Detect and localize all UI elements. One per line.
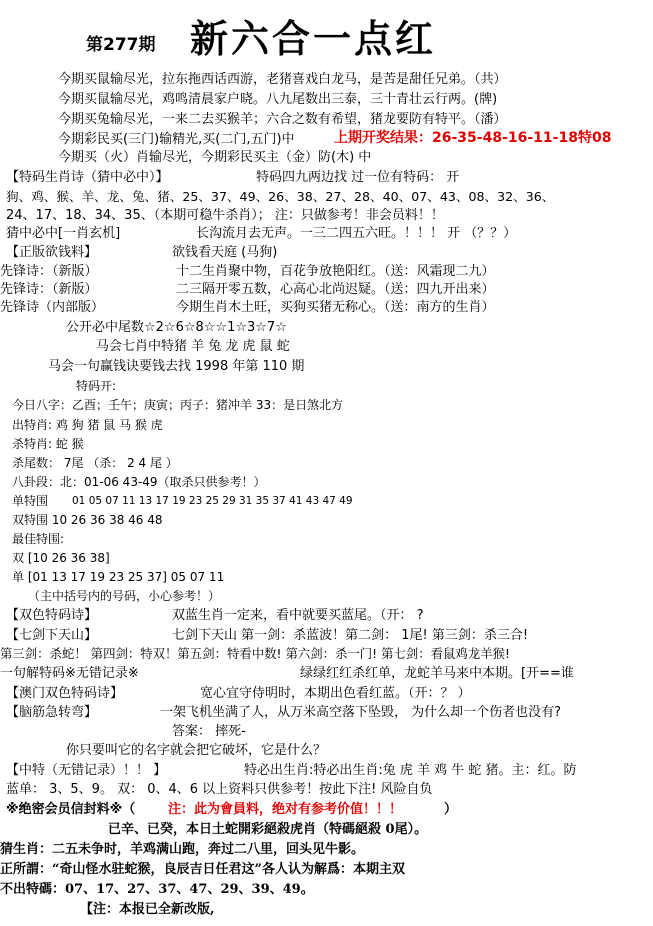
final-line-2: 猜生肖：二五未争时，羊鸡满山跑，奔过二八里，回头见牛影。 bbox=[0, 842, 365, 857]
pioneer-label-2: 先锋诗：（新版） bbox=[0, 282, 98, 297]
brain-answer: 答案： 摔死- bbox=[172, 724, 246, 739]
macau-text: 宽心宜守侍明时，本期出色看红蓝。（开：？ ） bbox=[200, 686, 471, 701]
horse-seven: 马会七肖中特猪 羊 兔 龙 虎 鼠 蛇 bbox=[96, 339, 290, 354]
zhongte-text: 特必出生肖:特必出生肖:兔 虎 羊 鸡 牛 蛇 猪。主：红。防 bbox=[244, 763, 577, 778]
pioneer-text-3: 今期生肖木土旺，买狗买猪无称心。（送：南方的生肖） bbox=[176, 300, 495, 315]
issue-number: 第277期 bbox=[86, 35, 156, 55]
color-poem-text: 双蓝生肖一定来，看中就要买蓝尾。（开： ? bbox=[172, 608, 424, 623]
pioneer-text-1: 十二生肖聚中物，百花争放艳阳红。（送：风霜现二九） bbox=[176, 264, 495, 279]
intro-line-5: 今期买（火）肖输尽光，今期彩民买主（金）防(木) 中 bbox=[58, 150, 372, 165]
seven-sword-line2: 第三剑：杀蛇！ 第四剑：特双！第五剑：特看中数! 第六剑：杀一门! 第七剑：看鼠鸡龙羊猴! bbox=[0, 646, 510, 661]
vip-end: ） bbox=[444, 802, 458, 817]
tema-double: 双特围 10 26 36 38 46 48 bbox=[12, 513, 163, 527]
vip-red-note: 注：此为會員料，绝对有参考价值！！！ bbox=[168, 802, 403, 817]
page-title: 新六合一点红 bbox=[190, 16, 437, 61]
seven-sword-label: 【七剑下天山】 bbox=[6, 628, 98, 643]
brain-label: 【脑筋急转弯】 bbox=[6, 705, 98, 720]
special-zodiac-line3: 24、17、18、34、35、（本期可稳牛杀肖）； 注：只做参考！非会员料！！ bbox=[6, 208, 444, 223]
horse-sentence: 马会一句赢钱诀要钱去找 1998 年第 110 期 bbox=[48, 359, 305, 374]
king-text: 欲钱看天庭 (马狗) bbox=[172, 245, 278, 260]
tema-dan: 单 [01 13 17 19 23 25 37] 05 07 11 bbox=[12, 570, 225, 584]
guess-text: 长沟流月去无声。一三二四五六旺。！！！ 开 （？？） bbox=[196, 226, 517, 241]
tema-bagua: 八卦段：北：01-06 43-49（取杀只供参考！） bbox=[12, 475, 266, 489]
pioneer-text-2: 二三隔开零五数，心高心北尚迟疑。（送：四九开出来） bbox=[176, 282, 495, 297]
tema-bazi: 今日八字：乙酉；壬午；庚寅；丙子：猪冲羊 33：是日煞北方 bbox=[12, 398, 344, 412]
final-line-4: 不出特碼：07、17、27、37、47、29、39、49。 bbox=[0, 882, 314, 897]
tema-best: 最佳特围: bbox=[12, 532, 65, 546]
tema-open: 特码开: bbox=[76, 379, 117, 393]
intro-line-4: 今期彩民买(三门)输精光,买(二门,五门)中 bbox=[58, 132, 295, 147]
color-poem-label: 【双色特码诗】 bbox=[6, 608, 98, 623]
brain-line2: 你只要叫它的名字就会把它破坏，它是什么？ bbox=[66, 743, 327, 758]
final-note: 【注：本报已全新改版, bbox=[80, 902, 215, 917]
pioneer-label-1: 先锋诗：（新版） bbox=[0, 264, 98, 279]
seven-sword-text: 七剑下天山 第一剑：杀蓝波！第二剑： 1尾! 第三剑：杀三合! bbox=[172, 628, 529, 643]
zhongte-label: 【中特（无错记录）！！ 】 bbox=[6, 763, 167, 778]
tema-tail: 杀尾数： 7尾 （杀： 2 4 尾 ） bbox=[12, 456, 178, 470]
final-line-1: 已辛、已癸，本日土蛇開彩絕殺虎肖（特碼絕殺 0尾）。 bbox=[108, 822, 428, 837]
macau-label: 【澳门双色特码诗】 bbox=[6, 686, 124, 701]
pioneer-label-3: 先锋诗（内部版） bbox=[0, 300, 105, 315]
tail-line: 公开必中尾数☆2☆6☆8☆☆1☆3☆7☆ bbox=[66, 320, 287, 335]
tema-note: （主中括号内的号码，小心参考！） bbox=[28, 589, 221, 603]
final-line-3: 正所謂：“奇山怪水驻蛇猴，良辰吉日任君这”各人认为解爲：本期主双 bbox=[0, 862, 405, 877]
intro-line-2: 今期买鼠输尽光，鸡鸣清晨家户晓。八九尾数出三泰，三十青壮云行两。(牌) bbox=[58, 92, 498, 107]
intro-line-3: 今期买兔输尽光，一来二去买猴羊；六合之数有希望，猪龙要防有特平。（潘） bbox=[58, 112, 507, 127]
special-zodiac-text: 特码四九两边找 过一位有特码： 开 bbox=[256, 170, 460, 185]
one-sentence-text: 绿绿红红杀红单，龙蛇羊马来中本期。[开==谁 bbox=[300, 666, 574, 681]
king-label: 【正版欲钱料】 bbox=[6, 245, 98, 260]
intro-line-1: 今期买鼠输尽光，拉东拖西话西游，老猪喜戏白龙马，是苦是甜任兄弟。（共） bbox=[58, 72, 507, 87]
special-zodiac-label: 【特码生肖诗（猜中必中）】 bbox=[6, 170, 169, 185]
brain-text: 一架飞机坐满了人，从万米高空落下坠毁， 为什么却一个伤者也没有? bbox=[160, 705, 562, 720]
tema-shate: 杀特肖: 蛇 猴 bbox=[12, 437, 84, 451]
tema-shuang: 双 [10 26 36 38] bbox=[12, 551, 110, 565]
one-sentence-label: 一句解特码※无错记录※ bbox=[0, 666, 139, 681]
guess-label: 猜中必中[一肖玄机] bbox=[6, 226, 121, 241]
last-result: 上期开奖结果：26-35-48-16-11-18特08 bbox=[334, 130, 612, 146]
special-zodiac-line2: 狗、鸡、猴、羊、龙、兔、猪、25、37、49、26、38、27、28、40、07、43、08、32、36、 bbox=[6, 189, 555, 204]
vip-label: ※绝密会员信封料※（ bbox=[6, 802, 136, 817]
tema-single-label: 单特围 bbox=[12, 494, 49, 508]
tema-single: 01 05 07 11 13 17 19 23 25 29 31 35 37 41 43 47 49 bbox=[72, 495, 353, 507]
tema-chute: 出特肖: 鸡 狗 猪 鼠 马 猴 虎 bbox=[12, 418, 163, 432]
zhongte-line2: 蓝单： 3、5、9。 双： 0、4、6 以上资料只供参考！按此下注! 风险自负 bbox=[6, 782, 433, 797]
